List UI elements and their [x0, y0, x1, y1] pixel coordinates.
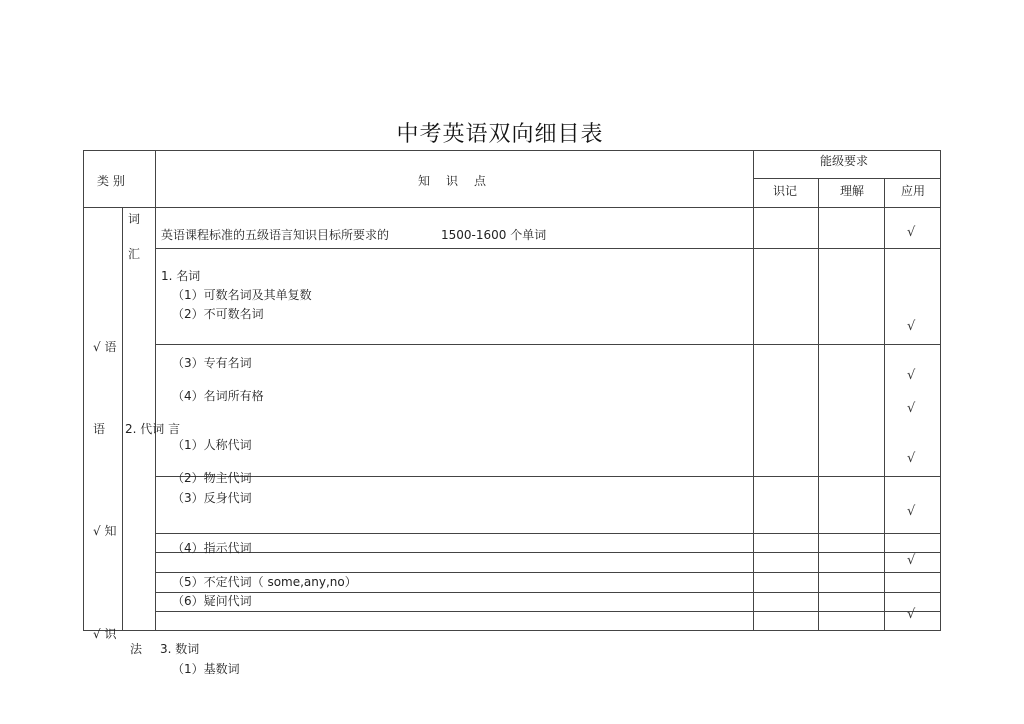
- row-vocab-number: 1500-1600 个单词: [441, 228, 547, 242]
- category-pronoun-yan: 2. 代词 言: [125, 422, 181, 436]
- row-pronoun-5: （5）不定代词（ some,any,no）: [172, 575, 357, 589]
- row-pronoun-3: （3）反身代词: [172, 491, 252, 505]
- header-apply: 应用: [901, 184, 926, 198]
- row-noun-4: （4）名词所有格: [172, 389, 264, 403]
- row-pronoun-1: （1）人称代词: [172, 438, 252, 452]
- row-vocab: 英语课程标准的五级语言知识目标所要求的: [161, 228, 390, 242]
- check-mark: √: [907, 319, 916, 334]
- row-numeral: 3. 数词: [160, 642, 200, 656]
- check-mark: √: [907, 504, 916, 519]
- category-zhi-check: √ 知: [93, 524, 117, 538]
- check-mark: √: [907, 451, 916, 466]
- category-yu: 语: [93, 422, 106, 436]
- category-ci: 词: [128, 212, 141, 226]
- check-mark: √: [907, 553, 916, 568]
- row-noun-3: （3）专有名词: [172, 356, 252, 370]
- category-hui: 汇: [128, 247, 141, 261]
- row-noun: 1. 名词: [161, 269, 201, 283]
- header-understand: 理解: [840, 184, 865, 198]
- page-title: 中考英语双向细目表: [396, 122, 604, 147]
- category-yu-check: √ 语: [93, 340, 117, 354]
- row-pronoun-2: （2）物主代词: [172, 471, 252, 485]
- header-ability: 能级要求: [820, 154, 869, 168]
- header-knowledge: 知 识 点: [418, 174, 489, 188]
- category-fa: 法: [130, 642, 143, 656]
- row-noun-2: （2）不可数名词: [172, 307, 264, 321]
- header-recall: 识记: [773, 184, 798, 198]
- row-pronoun-4: （4）指示代词: [172, 541, 252, 555]
- header-category: 类 别: [97, 174, 125, 188]
- check-mark: √: [907, 401, 916, 416]
- check-mark: √: [907, 607, 916, 622]
- check-mark: √: [907, 225, 916, 240]
- row-numeral-1: （1）基数词: [172, 662, 240, 676]
- row-noun-1: （1）可数名词及其单复数: [172, 288, 312, 302]
- category-shi-check: √ 识: [93, 627, 117, 641]
- check-mark: √: [907, 368, 916, 383]
- row-pronoun-6: （6）疑问代词: [172, 594, 252, 608]
